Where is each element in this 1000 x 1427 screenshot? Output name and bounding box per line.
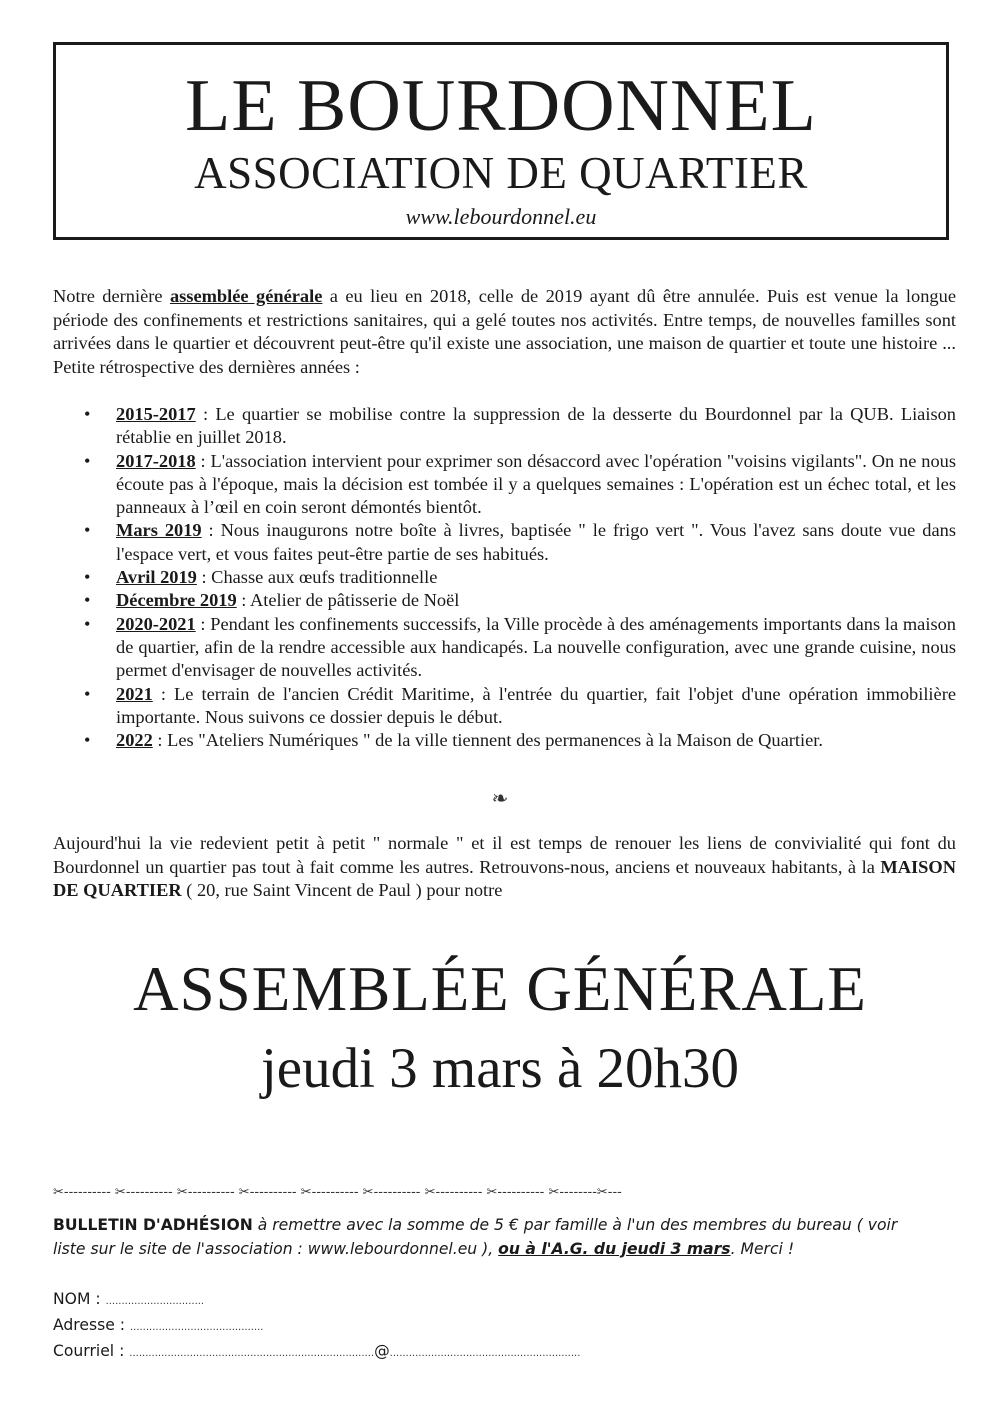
timeline-text: : Atelier de pâtisserie de Noël bbox=[236, 590, 460, 611]
scissors-cut-line: ✂---------- ✂---------- ✂---------- ✂---------- ✂---------- ✂---------- ✂---------- ✂---------- ✂--------✂--- bbox=[53, 1185, 622, 1200]
address-label: Adresse : bbox=[53, 1315, 130, 1334]
fleuron-ornament-icon: ❧ bbox=[491, 788, 509, 810]
timeline-item bbox=[84, 729, 956, 752]
timeline-item bbox=[84, 589, 956, 612]
timeline-list bbox=[84, 403, 956, 752]
intro-text-after: a eu lieu en 2018, celle de 2019 ayant dû être annulée. Puis est venue la longue période des confinements et restrictions sanitaires, qui a gelé toutes nos activités. Entre temps, de nouvelles familles sont arrivées dans le quartier et découvrent peut-être qu'il existe une association, une maison de quartier et toute une histoire ... Petite rétrospective des dernières années : bbox=[53, 286, 956, 377]
name-field bbox=[53, 1288, 753, 1314]
timeline-text: : Les "Ateliers Numériques " de la ville tiennent des permanences à la Maison de Quartier. bbox=[152, 730, 823, 751]
bulletin-lead: BULLETIN D'ADHÉSION bbox=[53, 1216, 253, 1234]
timeline-item bbox=[84, 683, 956, 730]
timeline-item bbox=[84, 519, 956, 566]
timeline-text: : Nous inaugurons notre boîte à livres, baptisée " le frigo vert ". Vous l'avez sans doute vue dans l'espace vert, et vous faites peut-être partie de ses habitués. bbox=[116, 520, 956, 564]
email-label: Courriel : bbox=[53, 1341, 130, 1360]
timeline-date: 2022 bbox=[116, 730, 153, 751]
timeline-item bbox=[84, 566, 956, 589]
timeline-text: : L'association intervient pour exprimer son désaccord avec l'opération "voisins vigilants". On ne nous écoute pas à l'époque, mais la décision est tombée il y a quelques semaines : L'opération est un échec total, et les panneaux à l’œil en coin seront démontés bientôt. bbox=[116, 450, 956, 518]
association-subtitle: ASSOCIATION DE QUARTIER bbox=[194, 148, 808, 198]
membership-bulletin bbox=[53, 1214, 933, 1261]
membership-form bbox=[53, 1288, 753, 1365]
website-url: www.lebourdonnel.eu bbox=[405, 204, 597, 229]
outro-text-before: Aujourd'hui la vie redevient petit à petit " normale " et il est temps de renouer les liens de convivialité qui font du Bourdonnel un quartier pas tout à fait comme les autres. Retrouvons-nous, anciens et nouveaux habitants, à la bbox=[53, 833, 956, 877]
outro-emphasis: MAISON DE QUARTIER bbox=[53, 856, 956, 900]
timeline-date: 2020-2021 bbox=[116, 613, 196, 634]
assembly-date: jeudi 3 mars à 20h30 bbox=[260, 1037, 740, 1100]
intro-emphasis: assemblée générale bbox=[169, 286, 323, 306]
email-field bbox=[53, 1340, 753, 1366]
bulletin-text: à remettre avec la somme de 5 € par famille à l'un des membres du bureau ( voir liste sur le site de l'association : www.lebourdonnel.eu ), bbox=[53, 1216, 898, 1258]
email-domain-dotted-line: ............................................................ bbox=[389, 1347, 581, 1359]
bulletin-underlined: ou à l'A.G. du jeudi 3 mars bbox=[498, 1239, 731, 1258]
email-at-sign: @ bbox=[374, 1341, 390, 1360]
timeline-text: : Pendant les confinements successifs, la Ville procède à des aménagements importants dans la maison de quartier, afin de la rendre accessible aux handicapés. La nouvelle configuration, avec une grande cuisine, nous permet d'envisager de nouvelles activités. bbox=[116, 613, 956, 681]
association-title: LE BOURDONNEL bbox=[185, 65, 817, 147]
bulletin-end: . Merci ! bbox=[730, 1239, 795, 1258]
timeline-date: Décembre 2019 bbox=[116, 590, 237, 611]
name-dotted-line: ............................... bbox=[105, 1296, 205, 1307]
address-field bbox=[53, 1314, 753, 1340]
intro-text-before: Notre dernière bbox=[53, 286, 170, 306]
timeline-date: 2015-2017 bbox=[116, 404, 196, 424]
header-box bbox=[53, 42, 949, 240]
name-label: NOM : bbox=[53, 1290, 106, 1308]
timeline-date: 2021 bbox=[116, 683, 153, 704]
timeline-item bbox=[84, 450, 956, 520]
timeline-date: Mars 2019 bbox=[116, 520, 202, 541]
timeline-text: : Chasse aux œufs traditionnelle bbox=[196, 567, 438, 588]
email-dotted-line: ............................................................................. bbox=[129, 1347, 375, 1359]
address-dotted-line: .......................................... bbox=[129, 1321, 264, 1333]
timeline-item bbox=[84, 613, 956, 683]
outro-text-after: ( 20, rue Saint Vincent de Paul ) pour notre bbox=[181, 880, 503, 900]
timeline-date: Avril 2019 bbox=[116, 567, 197, 588]
timeline-item bbox=[84, 403, 956, 450]
outro-paragraph bbox=[53, 832, 956, 903]
assembly-title: ASSEMBLÉE GÉNÉRALE bbox=[133, 954, 867, 1024]
timeline-date: 2017-2018 bbox=[116, 450, 196, 471]
timeline-text: : Le quartier se mobilise contre la suppression de la desserte du Bourdonnel par la QUB. Liaison rétablie en juillet 2018. bbox=[116, 404, 956, 448]
intro-paragraph bbox=[53, 285, 956, 379]
timeline-text: : Le terrain de l'ancien Crédit Maritime, à l'entrée du quartier, fait l'objet d'une opération immobilière importante. Nous suivons ce dossier depuis le début. bbox=[116, 683, 956, 727]
